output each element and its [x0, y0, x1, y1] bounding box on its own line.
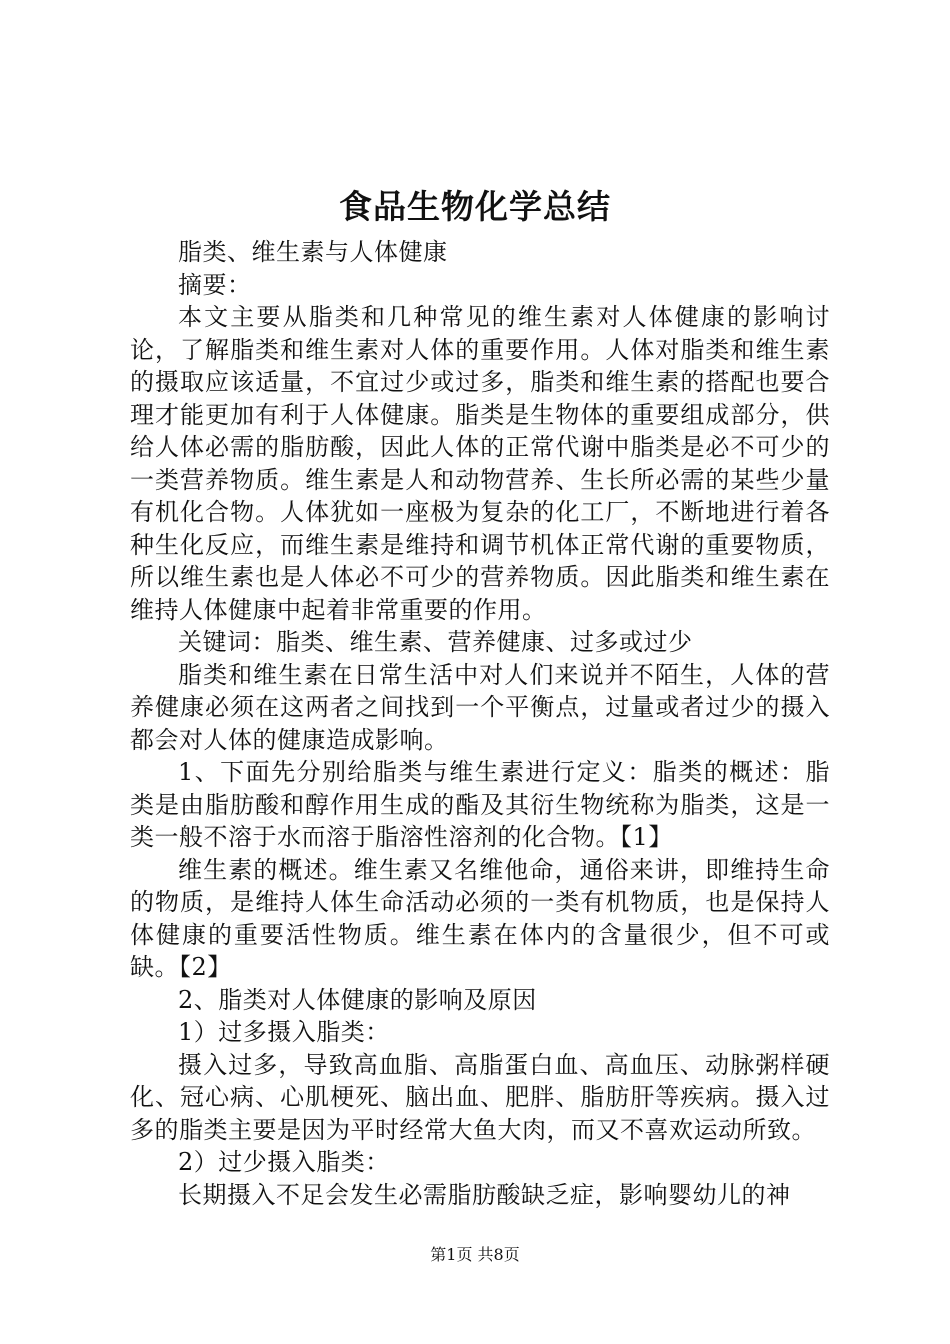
document-title: 食品生物化学总结 [339, 187, 611, 226]
subsection-heading: 1）过多摄入脂类： [178, 1018, 390, 1046]
subsection-heading: 2）过少摄入脂类： [178, 1148, 390, 1176]
vitamin-definition-paragraph: 维生素的概述。维生素又名维他命，通俗来讲，即维持生命的物质，是维持人体生命活动必须的一类有机物质，也是保持人体健康的重要活性物质。维生素在体内的含量很少，但不可或缺。【2】 [130, 855, 830, 981]
deficiency-lipid-paragraph: 长期摄入不足会发生必需脂肪酸缺乏症，影响婴幼儿的神 [178, 1180, 791, 1209]
document-body [130, 236, 830, 1211]
abstract-heading: 摘要： [178, 270, 252, 299]
keywords-paragraph: 关键词：脂类、维生素、营养健康、过多或过少 [178, 628, 693, 656]
abstract-paragraph: 本文主要从脂类和几种常见的维生素对人体健康的影响讨论，了解脂类和维生素对人体的重要作用。人体对脂类和维生素的摄取应该适量，不宜过少或过多，脂类和维生素的搭配也要合理才能更加有利于人体健康。脂类是生物体的重要组成部分，供给人体必需的脂肪酸，因此人体的正常代谢中脂类是必不可少的一类营养物质。维生素是人和动物营养、生长所必需的某些少量有机化合物。人体犹如一座极为复杂的化工厂，不断地进行着各种生化反应，而维生素是维持和调节机体正常代谢的重要物质，所以维生素也是人体必不可少的营养物质。因此脂类和维生素在维持人体健康中起着非常重要的作用。 [130, 303, 830, 624]
excess-lipid-paragraph: 摄入过多，导致高血脂、高脂蛋白血、高血压、动脉粥样硬化、冠心病、心肌梗死、脑出血、肥胖、脂肪肝等疾病。摄入过多的脂类主要是因为平时经常大鱼大肉，而又不喜欢运动所致。 [130, 1050, 830, 1144]
intro-paragraph: 脂类和维生素在日常生活中对人们来说并不陌生，人体的营养健康必须在这两者之间找到一个平衡点，过量或者过少的摄入都会对人体的健康造成影响。 [130, 660, 830, 754]
subtitle-paragraph: 脂类、维生素与人体健康 [178, 238, 448, 266]
lipid-definition-paragraph: 1、下面先分别给脂类与维生素进行定义：脂类的概述：脂类是由脂肪酸和醇作用生成的酯及其衍生物统称为脂类，这是一类一般不溶于水而溶于脂溶性溶剂的化合物。【1】 [130, 758, 830, 851]
page-footer: 第1页 共8页 [430, 1245, 520, 1264]
section-heading: 2、脂类对人体健康的影响及原因 [178, 985, 537, 1014]
